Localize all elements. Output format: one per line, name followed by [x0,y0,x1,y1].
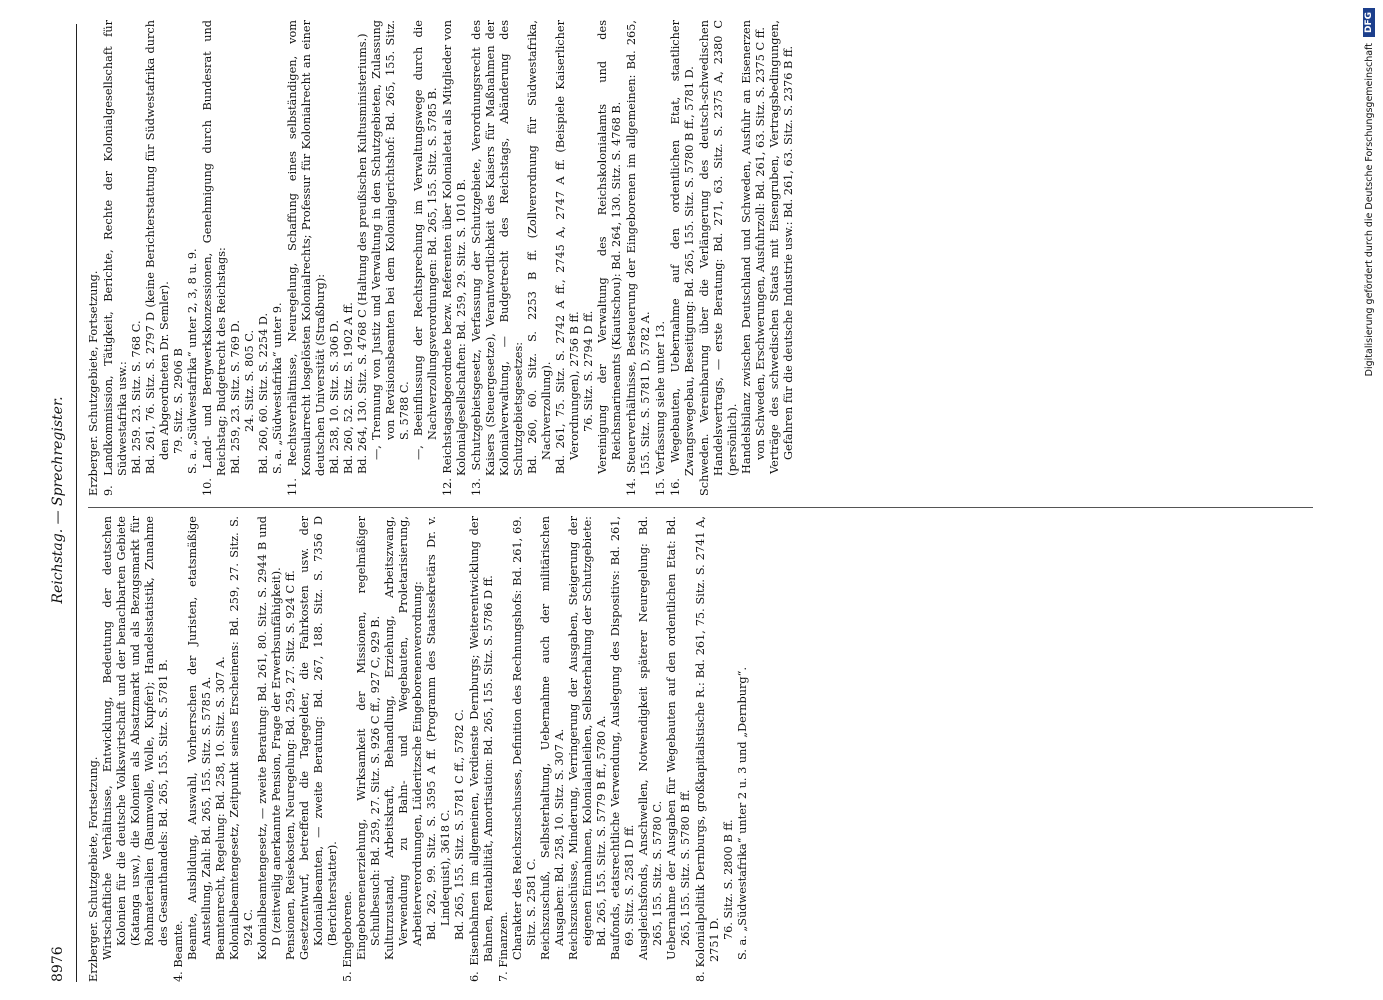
left-column-entry: Charakter des Reichszuschusses, Definition des Rechnungshofs: Bd. 261, 69. Sitz. S. 2581 C. [511,516,538,960]
left-column-entry: Beamtenrecht, Regelung: Bd. 258, 10. Sitz. S. 307 A. [214,656,227,960]
right-column-entry: Bd. 264, 130. Sitz. S. 4768 C (Haltung des preußischen Kultusministeriums.) [356,33,369,474]
left-column-entry: 8. Kolonialpolitik Dernburgs, großkapitalistische R.: Bd. 261, 75. Sitz. S. 2741 A, 2751 D. [694,516,721,982]
left-column-entry: Reichszuschuß, Selbsterhaltung, Uebernahme auch der militärischen Ausgaben: Bd. 258, 10. Sitz. S. 307 A. [539,516,566,960]
left-column-entry: Bd. 262, 99. Sitz. S. 3595 A ff. (Programm des Staatssekretärs Dr. v. Lindequist), 3618 C. [425,516,452,940]
left-column [86,516,750,982]
right-column-entry: Bd. 259, 23. Sitz. S. 769 D. [229,320,242,474]
left-column-entry: Wirtschaftliche Verhältnisse, Entwicklung, Bedeutung der deutschen Kolonien für die deutsche Volkswirtschaft und der benachbarten Gebiete (Katanga usw.), die Kolonien als Absatzmarkt und als Bezugsmarkt für Rohmaterialien (Baumwolle, Wolle, Kupfer); Handelsstatistik, Zunahme des Gesamthandels: Bd. 265, 155. Sitz. S. 5781 B. [101,516,170,960]
left-column-entry: Kulturzustand, Arbeitskraft, Behandlung, Erziehung, Arbeitszwang, Verwendung zu Bahn- und Wegebauten, Proletarisierung, Arbeiterverordnungen, Lüderitzsche Eingeborenenverordnung: [383,516,424,960]
right-column-entry: 13. Schutzgebietsgesetz, Verfassung der Schutzgebiete, Verordnungsrecht des Kaisers (Steuergesetze), Verantwortlichkeit des Kaisers für Maßnahmen der Kolonialverwaltung, — Budgetrecht des Reichstags, Abänderung des Schutzgebietsgesetzes: [470,20,525,496]
left-column-entry: Erzberger. Schutzgebiete, Fortsetzung. [87,756,100,982]
right-column-entry: Schweden. Vereinbarung über die Verlängerung des deutsch-schwedischen Handelsvertrags, — erste Beratung: Bd. 271, 63. Sitz. S. 2375 A, 2380 C (persönlich). [698,20,739,496]
right-column-entry: Vereinigung der Verwaltung des Reichskolonialamts und des Reichsmarineamts (Kiautschou): Bd. 264, 130. Sitz. S. 4768 B. [596,20,623,474]
page-number: 8976 [50,946,66,982]
right-column-entry: —, Beeinflussung der Rechtsprechung im Verwaltungswege durch die Nachverzollungsverordnungen: Bd. 265, 155. Sitz. S. 5785 B. [412,20,439,460]
column-divider [88,507,1313,508]
left-column-entry: Kolonialbeamtengesetz, Zeitpunkt seines Erscheinens: Bd. 259, 27. Sitz. S. 924 C. [228,516,255,960]
left-column-entry: 6. Eisenbahnen im allgemeinen, Verdienste Dernburgs; Weiterentwicklung der Bahnen, Rentabilität, Amortisation: Bd. 265, 155. Sitz. S. 5786 D ff. [468,516,495,982]
funding-text: Digitalisierung gefördert durch die Deutsche Forschungsgemeinschaft [1363,43,1375,377]
funding-note [1356,8,1382,998]
left-column-entry: Kolonialbeamtengesetz, — zweite Beratung: Bd. 261, 80. Sitz. S. 2944 B und D (zeitweilig anerkannte Pension, Frage der Erwerbsunfähigkeit). [256,516,283,960]
right-column [86,20,796,496]
running-title: Reichstag. — Sprechregister. [50,396,66,604]
right-column-entry: 15. Verfassung siehe unter 13. [654,320,667,496]
right-column-entry: 11. Rechtsverhältnisse, Neuregelung, Schaffung eines selbständigen, vom Konsularrecht losgelösten Kolonialrechts; Professur für Kolonialrecht an einer deutschen Universität (Straßburg): [286,20,327,496]
right-column-entry: 76. Sitz. S. 2794 D ff. [582,310,595,432]
left-column-entry: Baufonds, etatsrechtliche Verwendung, Auslegung des Dispositivs: Bd. 261, 69. Sitz. S. 2581 D ff. [609,516,636,960]
left-column-entry: 4. Beamte. [172,920,185,982]
right-column-entry: S. a. „Südwestafrika“ unter 2, 3, 8 u. 9. [186,248,199,474]
right-column-entry: Bd. 260, 52. Sitz. S. 1902 A ff. [342,302,355,474]
left-column-entry: Beamte, Ausbildung, Auswahl, Vorherrschen der Juristen, etatsmäßige Anstellung, Zahl: Bd. 265, 155. Sitz. S. 5785 A. [186,516,213,960]
right-column-entry: 12. Reichstagsabgeordnete bezw. Referenten über Kolonialetat als Mitglieder von Kolonialgesellschaften: Bd. 259, 29. Sitz. S. 1010 B. [441,20,468,496]
header-rule [76,24,77,982]
left-column-entry: Gesetzentwurf, betreffend die Tagegelder, die Fahrkosten usw. der Kolonialbeamten, — zweite Beratung: Bd. 267, 188. Sitz. S. 7356 D (Berichterstatter). [298,516,339,960]
right-column-entry: Bd. 260, 60. Sitz. S. 2253 B ff. (Zollverordnung für Südwestafrika, Nachverzollung). [526,20,553,474]
left-column-entry: 5. Eingeborene. [341,890,354,982]
dfg-logo: DFG [1363,8,1375,37]
right-column-entry: 24. Sitz. S. 805 C. [243,329,256,432]
right-column-entry: Bd. 258, 10. Sitz. S. 306 D. [328,320,341,474]
left-column-entry: Reichszuschüsse, Minderung, Verringerung der Ausgaben, Steigerung der eigenen Einnahmen, Kolonialanleihen, Selbsterhaltung der Schutzgebiete: Bd. 265, 155. Sitz. S. 5779 B ff., 5780 A. [567,516,608,960]
right-column-entry: 14. Steuerverhältnisse, Besteuerung der Eingeborenen im allgemeinen: Bd. 265, 155. Sitz. S. 5781 D, 5782 A. [625,20,652,496]
right-column-entry: Verträge des schwedischen Staats mit Eisengruben, Vertragsbedingungen, Gefahren für die deutsche Industrie usw.: Bd. 261, 63. Sitz. S. 2376 B ff. [768,20,795,474]
right-column-entry: Bd. 261, 76. Sitz. S. 2797 D (keine Berichterstattung für Südwestafrika durch den Abgeordneten Dr. Semler). [144,20,171,474]
right-column-entry: —, Trennung von Justiz und Verwaltung in den Schutzgebieten, Zulassung von Revisionsbeamten bei dem Kolonialgerichtshof: Bd. 265, 155. Sitz. S. 5788 C. [370,20,411,460]
left-column-entry: Bd. 265, 155. Sitz. S. 5781 C ff., 5782 C. [453,709,466,940]
left-column-entry: Ausgleichsfonds, Anschwellen, Notwendigkeit späterer Neuregelung: Bd. 265, 155. Sitz. S. 5780 C. [637,516,664,960]
right-column-entry: 16. Wegebauten, Uebernahme auf den ordentlichen Etat, staatlicher Zwangswegebau, Beseitigung: Bd. 265, 155. Sitz. S. 5780 B ff., 5781 D. [669,20,696,496]
right-column-entry: Bd. 260, 60. Sitz. S. 2254 D. [257,312,270,474]
left-column-entry: 76. Sitz. S. 2800 B ff. [722,819,735,940]
right-column-entry: Handelsbilanz zwischen Deutschland und Schweden, Ausfuhr an Eisenerzen von Schweden, Erschwerungen, Ausfuhrzoll: Bd. 261, 63. Sitz. S. 2375 C ff. [740,20,767,474]
right-column-entry: 9. Landkommission, Tätigkeit, Berichte, Rechte der Kolonialgesellschaft für Südwestafrika usw.: [102,20,129,496]
right-column-entry: S. a. „Südwestafrika“ unter 9. [271,302,284,474]
right-column-entry: 79. Sitz. S. 2906 B [172,348,185,454]
left-column-entry: Eingeborenenerziehung, Wirksamkeit der Missionen, regelmäßiger Schulbesuch: Bd. 259, 27. Sitz. S. 926 C ff., 927 C, 929 B. [355,516,382,960]
right-column-entry: Bd. 259. 23. Sitz. S. 768 C. [130,320,143,474]
left-column-entry: Pensionen, Reisekosten, Neuregelung: Bd. 259, 27. Sitz. S. 924 C ff. [284,570,297,960]
right-column-entry: 10. Land- und Bergwerkskonzessionen, Genehmigung durch Bundesrat und Reichstag; Budgetrecht des Reichstags: [201,20,228,496]
left-column-entry: 7. Finanzen. [497,911,510,982]
right-column-entry: Erzberger. Schutzgebiete, Fortsetzung. [87,270,100,496]
left-column-entry: Uebernahme der Ausgaben für Wegebauten auf den ordentlichen Etat: Bd. 265, 155. Sitz. S. 5780 B ff. [665,516,692,960]
right-column-entry: Bd. 261, 75. Sitz. S. 2742 A ff., 2745 A, 2747 A ff. (Beispiele Kaiserlicher Verordnungen), 2756 B ff. [554,20,581,474]
left-column-entry: S. a. „Südwestafrika“ unter 2 u. 3 und „Dernburg“. [736,666,749,960]
